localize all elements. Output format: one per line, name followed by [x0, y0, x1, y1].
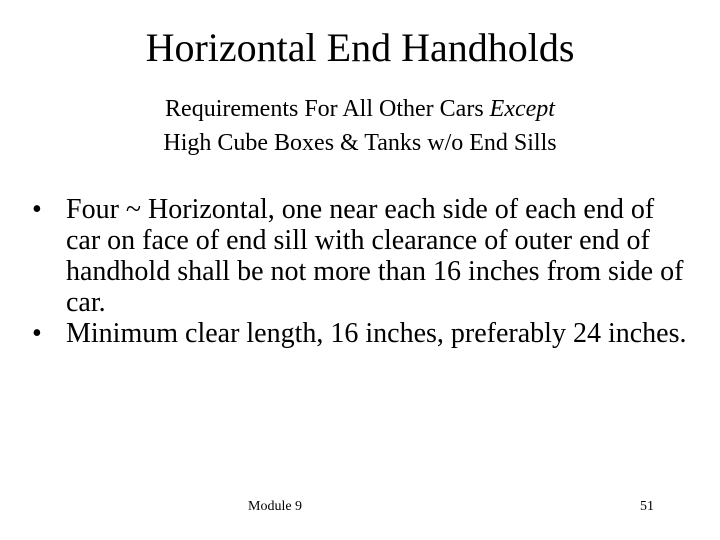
- bullet-item: [32, 318, 692, 349]
- bullet-text: Four ~ Horizontal, one near each side of each end of car on face of end sill with clearance of outer end of handhold shall be not more than 16 inches from side of car.: [66, 194, 684, 318]
- bullet-text: Minimum clear length, 16 inches, preferably 24 inches.: [66, 318, 687, 349]
- subtitle-text-before: Requirements For All Other Cars: [165, 96, 490, 122]
- bullet-item: [32, 194, 692, 318]
- subtitle-emphasis: Except: [489, 96, 555, 122]
- slide-title: Horizontal End Handholds: [145, 25, 575, 70]
- subtitle-text-after: High Cube Boxes & Tanks w/o End Sills: [163, 130, 557, 156]
- bullet-list: [32, 194, 692, 349]
- bullet-marker: •: [32, 194, 42, 225]
- footer-page-number: 51: [640, 499, 654, 514]
- footer-module-label: Module 9: [248, 499, 303, 514]
- slide-subtitle: [40, 92, 680, 160]
- bullet-marker: •: [32, 318, 42, 349]
